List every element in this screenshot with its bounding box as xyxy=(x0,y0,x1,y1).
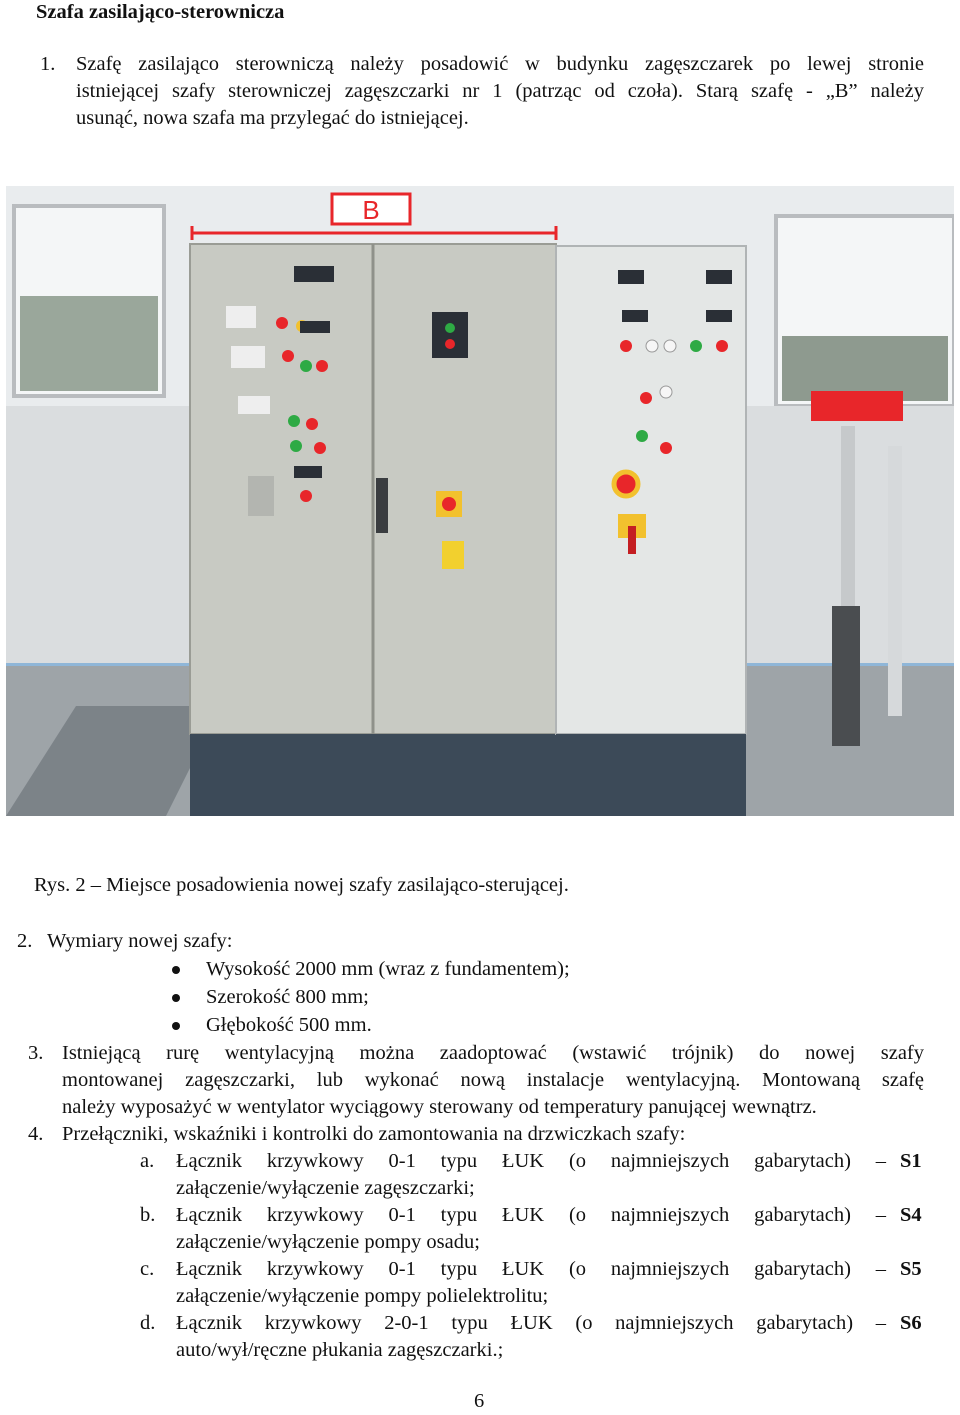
bullet-dot xyxy=(172,994,180,1002)
subitem-c-code: S5 xyxy=(900,1258,922,1280)
item1-line2: istniejącej szafy sterowniczej zagęszczarki nr 1 (patrząc od czoła). Starą szafę - „B” należy xyxy=(76,80,924,102)
item4-number: 4. xyxy=(28,1123,44,1145)
item3-number: 3. xyxy=(28,1042,44,1064)
dimension-width: Szerokość 800 mm; xyxy=(206,986,369,1008)
dimension-height: Wysokość 2000 mm (wraz z fundamentem); xyxy=(206,958,570,980)
item2-heading: Wymiary nowej szafy: xyxy=(47,930,233,952)
subitem-d-code: S6 xyxy=(900,1312,922,1334)
subitem-a-line2: załączenie/wyłączenie zagęszczarki; xyxy=(176,1177,475,1199)
cabinet-photo-drawing xyxy=(6,186,954,816)
item1-number: 1. xyxy=(40,53,56,75)
subitem-a-letter: a. xyxy=(140,1150,155,1172)
subitem-c-letter: c. xyxy=(140,1258,155,1280)
subitem-c-line2: załączenie/wyłączenie pompy polielektrolitu; xyxy=(176,1285,549,1307)
subitem-b-line2: załączenie/wyłączenie pompy osadu; xyxy=(176,1231,480,1253)
cabinet-photo xyxy=(6,186,954,816)
subitem-b-code: S4 xyxy=(900,1204,922,1226)
page-number: 6 xyxy=(474,1390,485,1412)
section-title: Szafa zasilająco-sterownicza xyxy=(36,1,285,23)
item3-line1: Istniejącą rurę wentylacyjną można zaadoptować (wstawić trójnik) do nowej szafy xyxy=(62,1042,924,1064)
subitem-d-letter: d. xyxy=(140,1312,156,1334)
item3-line3: należy wyposażyć w wentylator wyciągowy sterowany od temperatury panującej wewnątrz. xyxy=(62,1096,817,1118)
marker-label: B xyxy=(362,195,380,225)
item1-line1: Szafę zasilająco sterowniczą należy posadowić w budynku zagęszczarek po lewej stronie xyxy=(76,53,924,75)
bullet-dot xyxy=(172,1022,180,1030)
item3-line2: montowanej zagęszczarki, lub wykonać nową instalacje wentylacyjną. Montowaną szafę xyxy=(62,1069,924,1091)
subitem-b-letter: b. xyxy=(140,1204,156,1226)
figure-caption: Rys. 2 – Miejsce posadowienia nowej szafy zasilająco-sterującej. xyxy=(34,874,569,896)
item1-line3: usunąć, nowa szafa ma przylegać do istniejącej. xyxy=(76,107,469,129)
item2-number: 2. xyxy=(17,930,33,952)
subitem-a-line1: Łącznik krzywkowy 0-1 typu ŁUK (o najmniejszych gabarytach) – xyxy=(176,1150,886,1172)
bullet-dot xyxy=(172,966,180,974)
subitem-d-line2: auto/wył/ręczne płukania zagęszczarki.; xyxy=(176,1339,504,1361)
subitem-d-line1: Łącznik krzywkowy 2-0-1 typu ŁUK (o najmniejszych gabarytach) – xyxy=(176,1312,886,1334)
item4-heading: Przełączniki, wskaźniki i kontrolki do zamontowania na drzwiczkach szafy: xyxy=(62,1123,686,1145)
subitem-a-code: S1 xyxy=(900,1150,922,1172)
dimension-depth: Głębokość 500 mm. xyxy=(206,1014,372,1036)
subitem-b-line1: Łącznik krzywkowy 0-1 typu ŁUK (o najmniejszych gabarytach) – xyxy=(176,1204,886,1226)
subitem-c-line1: Łącznik krzywkowy 0-1 typu ŁUK (o najmniejszych gabarytach) – xyxy=(176,1258,886,1280)
